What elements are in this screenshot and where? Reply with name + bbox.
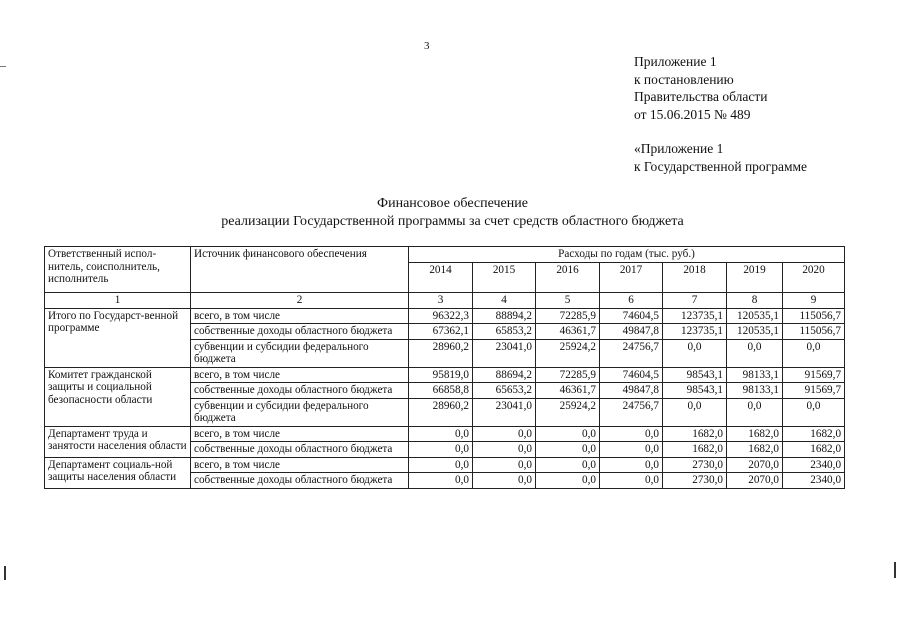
value-cell: 1682,0 — [727, 426, 783, 442]
value-cell: 25924,2 — [536, 398, 600, 426]
year-header: 2018 — [663, 262, 727, 292]
value-cell: 98543,1 — [663, 383, 727, 399]
appendix-line: к постановлению — [634, 71, 734, 87]
responsible-cell: Итого по Государст-венной программе — [45, 308, 191, 367]
value-cell: 2340,0 — [783, 457, 845, 473]
appendix-line: «Приложение 1 — [634, 141, 724, 156]
value-cell: 88694,2 — [473, 367, 536, 383]
value-cell: 2070,0 — [727, 457, 783, 473]
appendix-line: Правительства области — [634, 89, 768, 104]
header-source: Источник финансового обеспечения — [191, 247, 409, 293]
value-cell: 1682,0 — [663, 426, 727, 442]
value-cell: 120535,1 — [727, 308, 783, 324]
table-row — [45, 457, 845, 473]
value-cell: 0,0 — [409, 442, 473, 458]
value-cell: 65653,2 — [473, 383, 536, 399]
source-cell: всего, в том числе — [191, 457, 409, 473]
value-cell: 91569,7 — [783, 383, 845, 399]
column-number: 7 — [663, 292, 727, 308]
source-cell: всего, в том числе — [191, 426, 409, 442]
value-cell: 0,0 — [600, 442, 663, 458]
header-row — [45, 247, 845, 263]
value-cell: 25924,2 — [536, 339, 600, 367]
value-cell: 0,0 — [409, 473, 473, 489]
column-number: 5 — [536, 292, 600, 308]
value-cell: 0,0 — [727, 398, 783, 426]
source-cell: собственные доходы областного бюджета — [191, 442, 409, 458]
value-cell: 2730,0 — [663, 457, 727, 473]
scan-mark-left-top — [0, 66, 6, 67]
column-number: 6 — [600, 292, 663, 308]
value-cell: 91569,7 — [783, 367, 845, 383]
value-cell: 0,0 — [600, 457, 663, 473]
value-cell: 123735,1 — [663, 308, 727, 324]
source-cell: собственные доходы областного бюджета — [191, 383, 409, 399]
value-cell: 0,0 — [536, 426, 600, 442]
value-cell: 98543,1 — [663, 367, 727, 383]
value-cell: 24756,7 — [600, 398, 663, 426]
value-cell: 74604,5 — [600, 308, 663, 324]
table-row — [45, 426, 845, 442]
title-line-1: Финансовое обеспечение — [377, 196, 528, 211]
value-cell: 28960,2 — [409, 398, 473, 426]
appendix-line: Приложение 1 — [634, 54, 717, 69]
value-cell: 115056,7 — [783, 308, 845, 324]
value-cell: 66858,8 — [409, 383, 473, 399]
scan-mark-left — [4, 566, 6, 580]
value-cell: 123735,1 — [663, 324, 727, 340]
title-line-2: реализации Государственной программы за счет средств областного бюджета — [221, 214, 684, 229]
header-responsible: Ответственный испол-нитель, соисполнитель, исполнитель — [45, 247, 191, 293]
value-cell: 67362,1 — [409, 324, 473, 340]
source-cell: субвенции и субсидии федерального бюджета — [191, 398, 409, 426]
year-header: 2015 — [473, 262, 536, 292]
value-cell: 23041,0 — [473, 339, 536, 367]
value-cell: 0,0 — [473, 457, 536, 473]
year-header: 2020 — [783, 262, 845, 292]
value-cell: 74604,5 — [600, 367, 663, 383]
appendix-block — [634, 53, 807, 175]
value-cell: 0,0 — [663, 339, 727, 367]
column-number-row — [45, 292, 845, 308]
value-cell: 46361,7 — [536, 324, 600, 340]
source-cell: собственные доходы областного бюджета — [191, 324, 409, 340]
value-cell: 88894,2 — [473, 308, 536, 324]
source-cell: всего, в том числе — [191, 308, 409, 324]
header-expenses: Расходы по годам (тыс. руб.) — [409, 247, 845, 263]
year-header: 2016 — [536, 262, 600, 292]
value-cell: 0,0 — [473, 426, 536, 442]
value-cell: 2340,0 — [783, 473, 845, 489]
value-cell: 0,0 — [663, 398, 727, 426]
value-cell: 120535,1 — [727, 324, 783, 340]
value-cell: 72285,9 — [536, 308, 600, 324]
appendix-line: от 15.06.2015 № 489 — [634, 106, 751, 122]
value-cell: 0,0 — [783, 339, 845, 367]
value-cell: 0,0 — [536, 442, 600, 458]
value-cell: 46361,7 — [536, 383, 600, 399]
source-cell: субвенции и субсидии федерального бюджета — [191, 339, 409, 367]
value-cell: 0,0 — [473, 473, 536, 489]
page-number: 3 — [424, 40, 430, 52]
value-cell: 0,0 — [536, 457, 600, 473]
value-cell: 23041,0 — [473, 398, 536, 426]
value-cell: 1682,0 — [783, 442, 845, 458]
value-cell: 0,0 — [783, 398, 845, 426]
value-cell: 1682,0 — [783, 426, 845, 442]
scan-mark-right — [894, 562, 896, 578]
table-row — [45, 308, 845, 324]
column-number: 4 — [473, 292, 536, 308]
table-row — [45, 367, 845, 383]
column-number: 1 — [45, 292, 191, 308]
value-cell: 28960,2 — [409, 339, 473, 367]
value-cell: 0,0 — [536, 473, 600, 489]
column-number: 9 — [783, 292, 845, 308]
value-cell: 98133,1 — [727, 383, 783, 399]
value-cell: 95819,0 — [409, 367, 473, 383]
finance-table — [44, 246, 845, 489]
source-cell: всего, в том числе — [191, 367, 409, 383]
value-cell: 0,0 — [409, 426, 473, 442]
value-cell: 0,0 — [727, 339, 783, 367]
year-header: 2014 — [409, 262, 473, 292]
column-number: 2 — [191, 292, 409, 308]
value-cell: 0,0 — [600, 473, 663, 489]
responsible-cell: Комитет гражданской защиты и социальной безопасности области — [45, 367, 191, 426]
source-cell: собственные доходы областного бюджета — [191, 473, 409, 489]
value-cell: 49847,8 — [600, 383, 663, 399]
value-cell: 24756,7 — [600, 339, 663, 367]
value-cell: 96322,3 — [409, 308, 473, 324]
responsible-cell: Департамент социаль-ной защиты населения области — [45, 457, 191, 488]
document-title — [0, 195, 905, 231]
year-header: 2017 — [600, 262, 663, 292]
value-cell: 115056,7 — [783, 324, 845, 340]
value-cell: 98133,1 — [727, 367, 783, 383]
value-cell: 0,0 — [600, 426, 663, 442]
responsible-cell: Департамент труда и занятости населения области — [45, 426, 191, 457]
column-number: 8 — [727, 292, 783, 308]
value-cell: 0,0 — [409, 457, 473, 473]
year-header: 2019 — [727, 262, 783, 292]
value-cell: 1682,0 — [727, 442, 783, 458]
value-cell: 49847,8 — [600, 324, 663, 340]
value-cell: 2730,0 — [663, 473, 727, 489]
value-cell: 1682,0 — [663, 442, 727, 458]
appendix-line: к Государственной программе — [634, 158, 808, 174]
value-cell: 2070,0 — [727, 473, 783, 489]
value-cell: 65853,2 — [473, 324, 536, 340]
column-number: 3 — [409, 292, 473, 308]
value-cell: 0,0 — [473, 442, 536, 458]
value-cell: 72285,9 — [536, 367, 600, 383]
